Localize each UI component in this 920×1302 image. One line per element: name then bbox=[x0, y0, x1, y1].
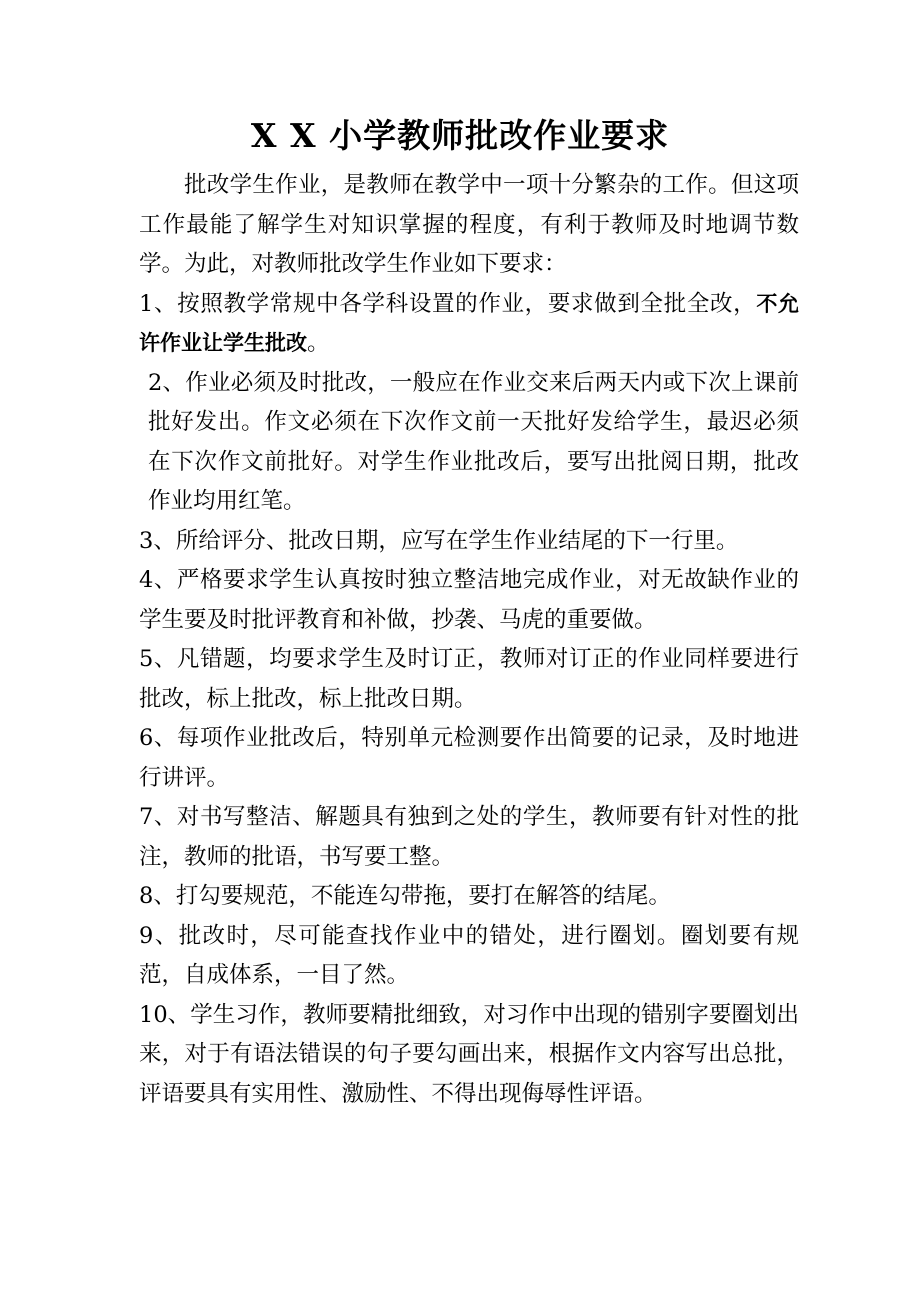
requirement-item-5: 5、凡错题，均要求学生及时订正，教师对订正的作业同样要进行批改，标上批改，标上批改日期。 bbox=[139, 646, 799, 712]
requirement-item-3: 3、所给评分、批改日期，应写在学生作业结尾的下一行里。 bbox=[139, 527, 739, 554]
item-1-text: 1、按照教学常规中各学科设置的作业，要求做到全批全改， bbox=[139, 290, 757, 317]
requirement-item-8: 8、打勾要规范，不能连勾带拖，要打在解答的结尾。 bbox=[139, 883, 671, 909]
requirement-item-6: 6、每项作业批改后，特别单元检测要作出简要的记录，及时地进行讲评。 bbox=[139, 725, 799, 791]
document-body bbox=[139, 166, 799, 1114]
document-title: X X 小学教师批改作业要求 bbox=[250, 116, 670, 155]
requirement-item-7: 7、对书写整洁、解题具有独到之处的学生，教师要有针对性的批注，教师的批语，书写要工整。 bbox=[139, 804, 799, 870]
requirement-item-1 bbox=[139, 285, 799, 364]
requirement-item-2: 2、作业必须及时批改，一般应在作业交来后两天内或下次上课前批好发出。作文必须在下次作文前一天批好发给学生，最迟必须在下次作文前批好。对学生作业批改后，要写出批阅日期，批改作业均用红笔。 bbox=[148, 369, 799, 514]
intro-paragraph: 批改学生作业，是教师在教学中一项十分繁杂的工作。但这项工作最能了解学生对知识掌握的程度，有利于教师及时地调节数学。为此，对教师批改学生作业如下要求： bbox=[139, 172, 799, 277]
requirement-item-4: 4、严格要求学生认真按时独立整洁地完成作业，对无故缺作业的学生要及时批评教育和补做，抄袭、马虎的重要做。 bbox=[139, 567, 799, 633]
requirement-item-9: 9、批改时，尽可能查找作业中的错处，进行圈划。圈划要有规范，自成体系，一目了然。 bbox=[139, 922, 799, 988]
item-1-end: 。 bbox=[307, 330, 330, 356]
requirement-item-10: 10、学生习作，教师要精批细致，对习作中出现的错别字要圈划出来，对于有语法错误的句子要勾画出来，根据作文内容写出总批，评语要具有实用性、激励性、不得出现侮辱性评语。 bbox=[139, 1001, 799, 1107]
item-1-emphasis: 不允许作业让学生批改 bbox=[139, 291, 799, 355]
